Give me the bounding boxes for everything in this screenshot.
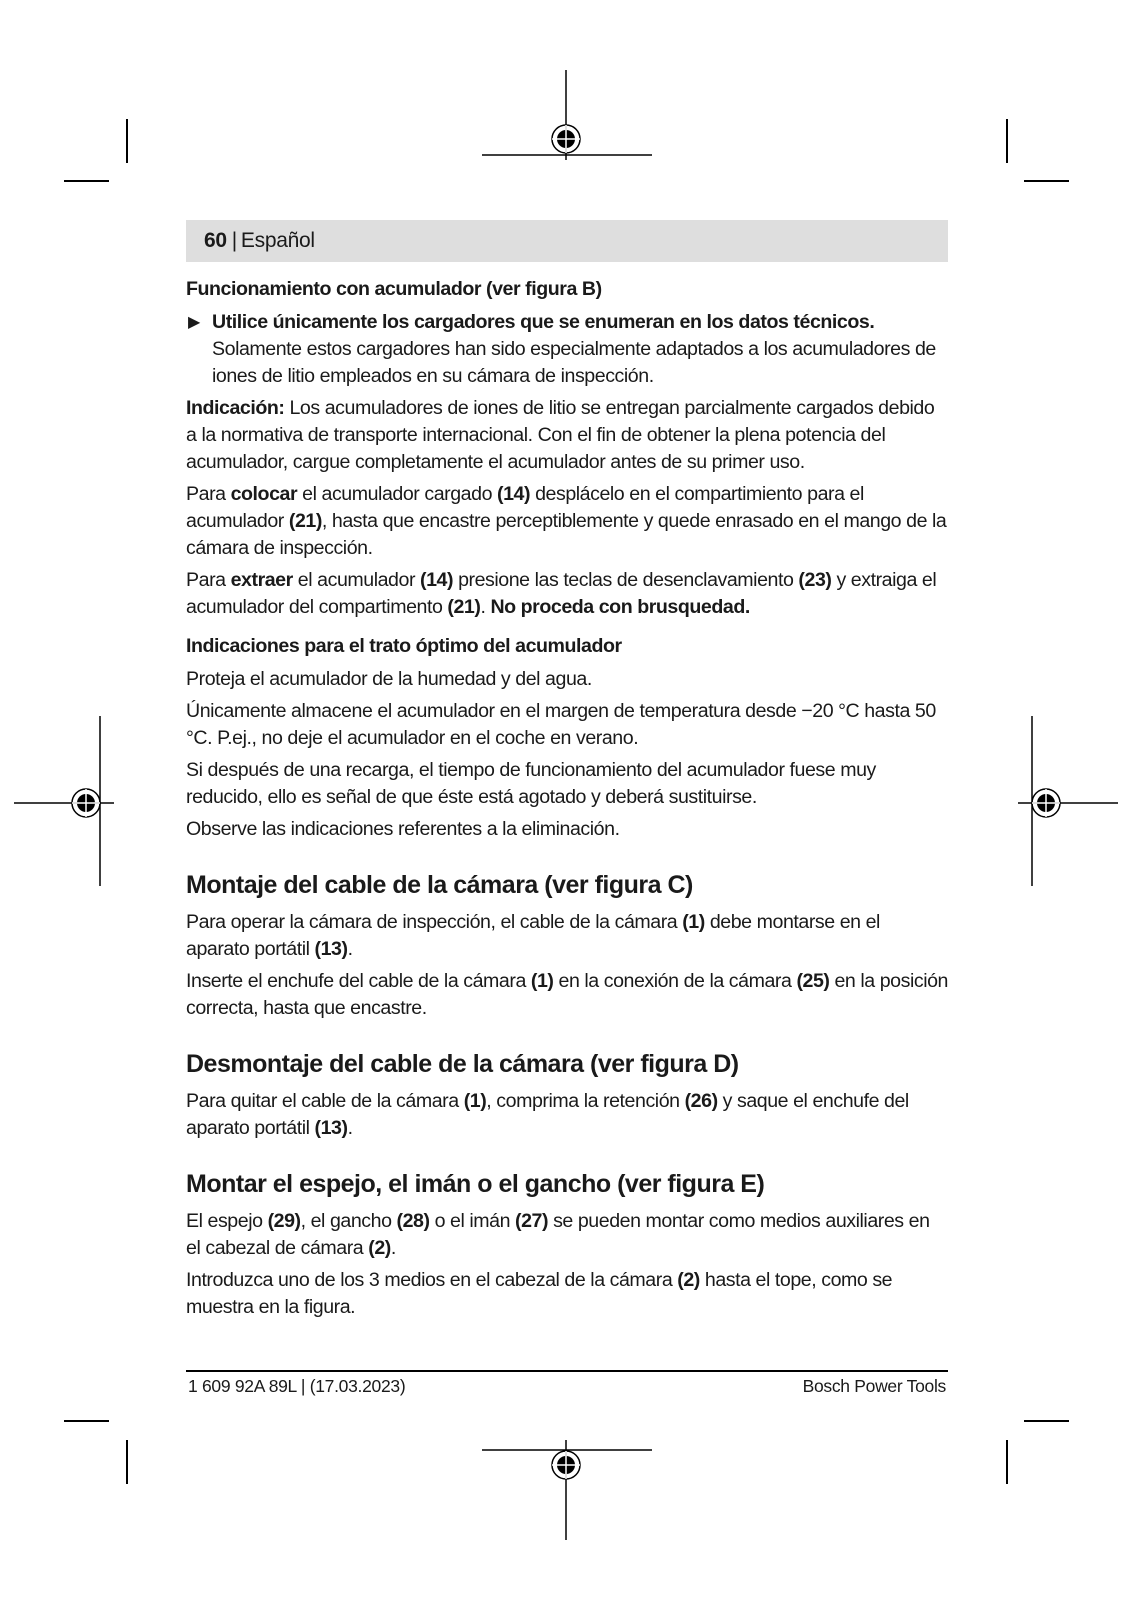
footer-brand: Bosch Power Tools [802, 1376, 946, 1396]
remove-paragraph: Para extraer el acumulador (14) presione las teclas de desenclavamiento (23) y extraiga el acumulador del compartimento (21). No proceda con brusquedad. [186, 569, 937, 618]
page-footer [186, 1376, 948, 1397]
crop-mark [64, 1420, 109, 1422]
registration-mark-icon [14, 716, 114, 886]
mount-cable-paragraph: Para operar la cámara de inspección, el cable de la cámara (1) debe montarse en el aparato portátil (13). [186, 911, 880, 960]
warning-text: Solamente estos cargadores han sido especialmente adaptados a los acumuladores de iones de litio empleados en su cámara de inspección. [212, 338, 936, 387]
warning-bullet [186, 309, 948, 390]
header-language: Español [240, 229, 315, 252]
care-paragraph: Únicamente almacene el acumulador en el margen de temperatura desde −20 °C hasta 50 °C. P.ej., no deje el acumulador en el coche en verano. [186, 700, 936, 749]
crop-mark [1006, 1440, 1008, 1484]
crop-mark [126, 119, 128, 163]
page-number: 60 [204, 229, 227, 252]
page-header [186, 220, 948, 262]
crop-mark [1024, 1420, 1069, 1422]
registration-mark-icon [1018, 716, 1118, 886]
crop-mark [64, 180, 109, 182]
note-paragraph: Indicación: Los acumuladores de iones de litio se entregan parcialmente cargados debido a la normativa de transporte internacional. Con el fin de obtener la plena potencia del acumulador, cargue completamente el acumulador antes de su primer uso. [186, 397, 935, 473]
note-label: Indicación: [186, 397, 285, 419]
section-title-mount-cable: Montaje del cable de la cámara (ver figura C) [186, 871, 693, 899]
page-content [186, 276, 948, 1326]
registration-mark-icon [482, 1440, 652, 1540]
crop-mark [1024, 180, 1069, 182]
crop-mark [126, 1440, 128, 1484]
bullet-triangle-icon: ▶ [188, 314, 200, 331]
insert-paragraph: Para colocar el acumulador cargado (14) desplácelo en el compartimiento para el acumulador (21), hasta que encastre perceptiblemente y quede enrasado en el mango de la cámara de inspección. [186, 483, 947, 559]
mount-cable-paragraph: Inserte el enchufe del cable de la cámara (1) en la conexión de la cámara (25) en la posición correcta, hasta que encastre. [186, 970, 948, 1019]
section-title-care: Indicaciones para el trato óptimo del acumulador [186, 635, 622, 657]
warning-bold: Utilice únicamente los cargadores que se enumeran en los datos técnicos. [212, 311, 875, 333]
care-paragraph: Proteja el acumulador de la humedad y del agua. [186, 668, 592, 690]
dismount-cable-paragraph: Para quitar el cable de la cámara (1), comprima la retención (26) y saque el enchufe del aparato portátil (13). [186, 1090, 909, 1139]
registration-mark-icon [482, 70, 652, 160]
footer-doc-id: 1 609 92A 89L | (17.03.2023) [188, 1376, 406, 1396]
care-paragraph: Si después de una recarga, el tiempo de funcionamiento del acumulador fuese muy reducido, ello es señal de que éste está agotado y deberá sustituirse. [186, 759, 876, 808]
footer-rule [186, 1370, 948, 1372]
section-title-battery: Funcionamiento con acumulador (ver figura B) [186, 278, 602, 300]
section-title-dismount-cable: Desmontaje del cable de la cámara (ver figura D) [186, 1050, 739, 1078]
header-separator: | [231, 229, 237, 252]
section-title-mount-accessories: Montar el espejo, el imán o el gancho (ver figura E) [186, 1170, 765, 1198]
care-paragraph: Observe las indicaciones referentes a la eliminación. [186, 818, 620, 840]
crop-mark [1006, 119, 1008, 163]
accessories-paragraph: El espejo (29), el gancho (28) o el imán (27) se pueden montar como medios auxiliares en el cabezal de cámara (2). [186, 1210, 930, 1259]
accessories-paragraph: Introduzca uno de los 3 medios en el cabezal de la cámara (2) hasta el tope, como se muestra en la figura. [186, 1269, 893, 1318]
